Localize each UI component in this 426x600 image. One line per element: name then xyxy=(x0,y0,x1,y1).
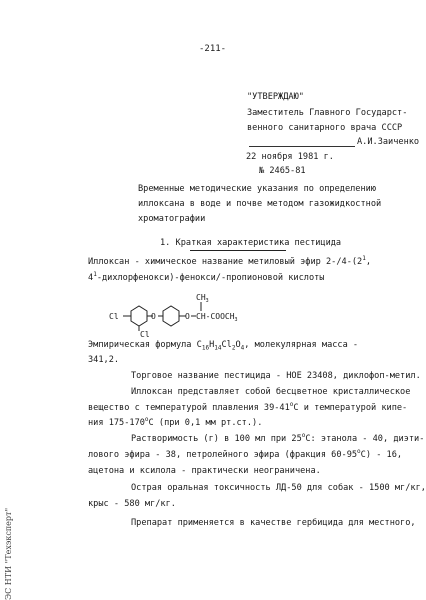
approved-label: "УТВЕРЖДАЮ" xyxy=(247,92,304,102)
approver-title-line2: венного санитарного врача СССР xyxy=(247,123,403,133)
physical-properties-line1: Иллоксан представляет собой бесцветное кристаллическое xyxy=(131,387,411,397)
document-title-line2: иллоксана в воде и почве методом газожидкостной xyxy=(138,199,382,209)
physical-properties-line3: ния $175-170^оС$ (при 0,1 мм рт.ст.). xyxy=(88,416,263,428)
ester-group: $CH-COOCH_3$ xyxy=(196,312,238,323)
physical-properties-line2: вещество с температурой плавления $39-41^оС$ и температурой кипе- xyxy=(88,401,408,413)
empirical-formula: Эмпирическая формула $C_{16}H_{14}Cl_2O_4$, молекулярная масса - xyxy=(88,340,359,352)
molecular-mass: 341,2. xyxy=(88,355,120,365)
approver-name: А.И.Заиченко xyxy=(357,137,420,147)
chemical-name-line2: $4^1-дихлорфенокси)-фенокси/$-пропионовой кислоты xyxy=(88,271,325,283)
section-title: Краткая характеристика пестицида xyxy=(175,238,342,248)
section-heading xyxy=(160,238,341,249)
ether-oxygen-mid: O xyxy=(151,312,156,321)
solubility-line3: ацетона и ксилола - практически неограничена. xyxy=(88,466,321,476)
toxicity-line2: крыс - 580 мг/кг. xyxy=(88,499,176,509)
chlorine-left: Cl xyxy=(109,312,119,321)
usage-line: Препарат применяется в качестве гербицида для местного, xyxy=(131,518,416,528)
section-underline xyxy=(190,250,286,251)
toxicity-line1: Острая оральная токсичность ЛД-50 для собак - 1500 мг/кг, xyxy=(131,483,426,493)
solubility-line1: Растворимость (г) в 100 мл при $25^оС$: этанола - 40, диэти- xyxy=(131,432,425,444)
section-number: 1. xyxy=(160,238,171,248)
signature-line xyxy=(249,146,355,147)
chemical-name-line1: Иллоксан - химическое название метиловый эфир $2-/4-(2^1$, xyxy=(88,255,372,267)
document-title-line1: Временные методические указания по определению xyxy=(138,184,376,194)
chlorine-bottom: Cl xyxy=(140,330,150,339)
structural-formula xyxy=(95,293,238,339)
document-title-line3: хроматографии xyxy=(138,214,206,224)
ether-oxygen-right: O xyxy=(185,312,190,321)
solubility-line2: лового эфира - 38, петролейного эфира (фракция $60-95^оС) - 16$, xyxy=(88,448,403,460)
methyl-group: $CH_3$ xyxy=(196,293,209,304)
approval-date: 22 ноября 1981 г. xyxy=(246,152,334,162)
approval-number: № 2465-81 xyxy=(259,166,306,176)
trade-name: Торговое название пестицида - HOE 23408, диклофоп-метил. xyxy=(131,371,421,381)
page-number: -211- xyxy=(199,44,227,54)
approver-title-line1: Заместитель Главного Государст- xyxy=(247,108,408,118)
archive-stamp: ЭС НТИ "Техэксперт" xyxy=(4,507,13,600)
